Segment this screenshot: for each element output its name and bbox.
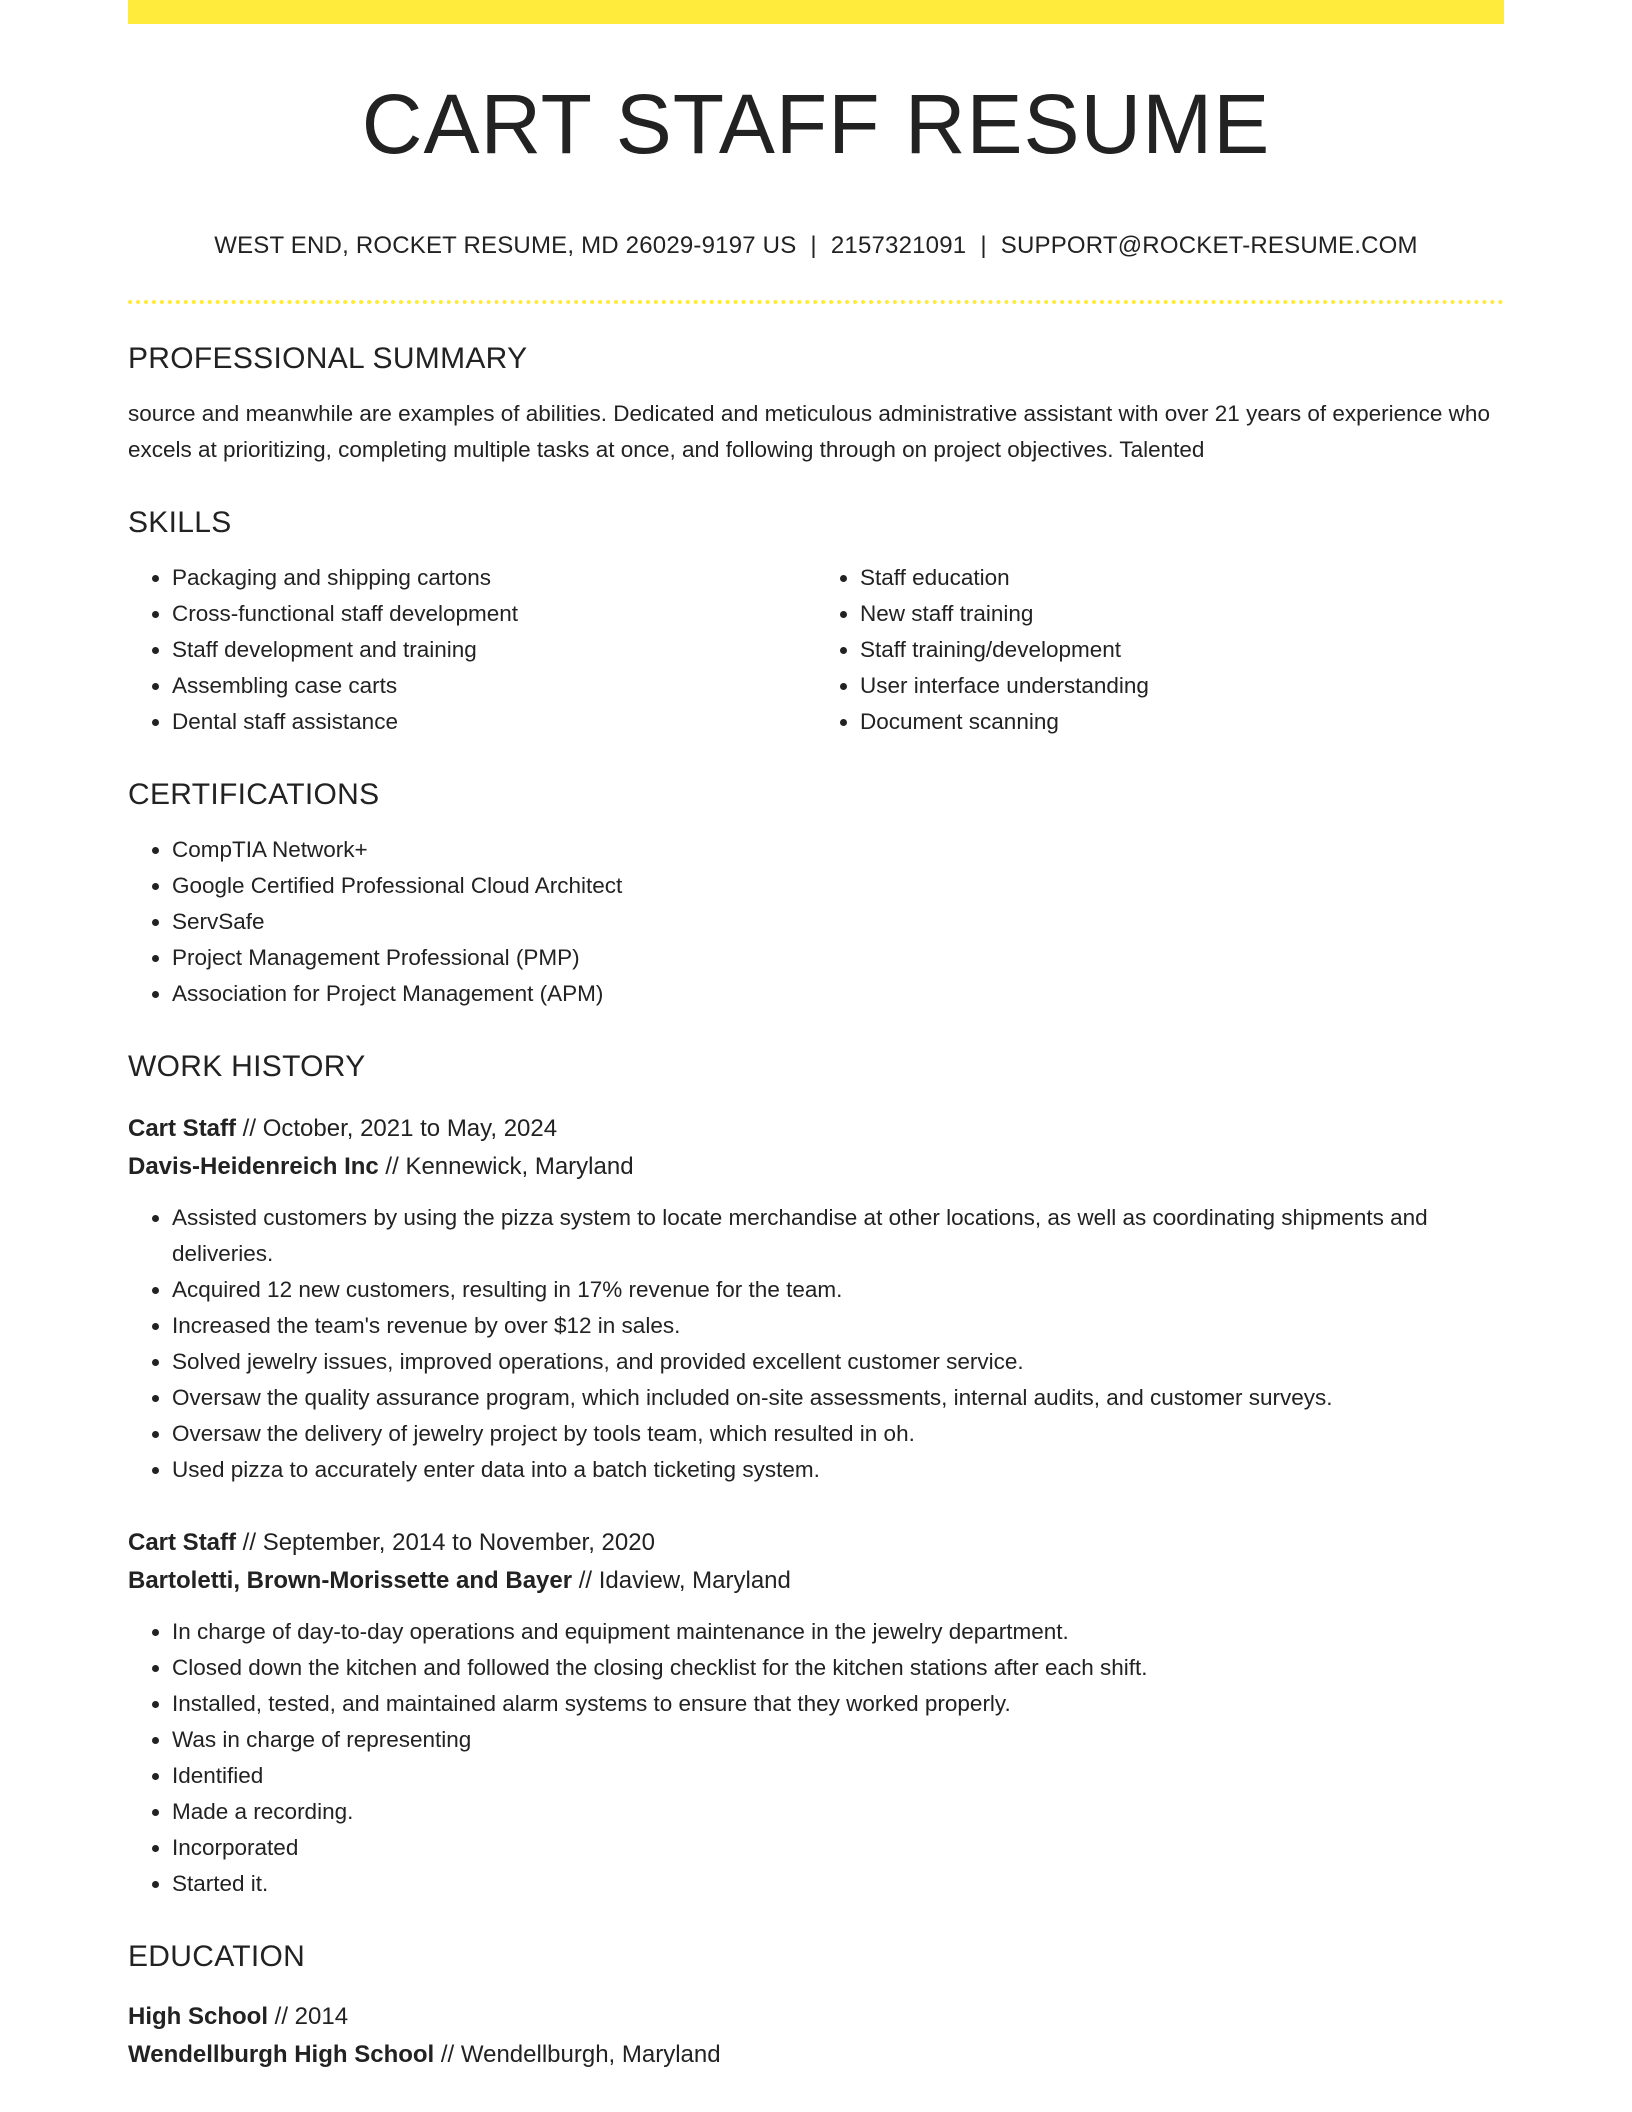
certification-item: • Google Certified Professional Cloud Architect: [172, 868, 1504, 904]
contact-phone: 2157321091: [830, 232, 967, 259]
skill-item: • User interface understanding: [860, 668, 1504, 704]
certification-item: • Association for Project Management (APM): [172, 976, 1504, 1012]
education-entry: [128, 1998, 1504, 2074]
education-degree: High School: [128, 2003, 268, 2030]
education-school-line: [128, 2036, 1504, 2074]
resume-title: CART STAFF RESUME: [361, 77, 1271, 171]
contact-address: WEST END, ROCKET RESUME, MD 26029-9197 US: [214, 232, 797, 259]
contact-email: SUPPORT@ROCKET-RESUME.COM: [1000, 232, 1418, 259]
skill-item: • Cross-functional staff development: [172, 596, 816, 632]
job-bullet: • Incorporated: [172, 1830, 1504, 1866]
job-entry: [128, 1524, 1504, 1902]
job-location: // Kennewick, Maryland: [378, 1153, 634, 1180]
skill-item: • New staff training: [860, 596, 1504, 632]
skill-item: • Dental staff assistance: [172, 704, 816, 740]
skill-item: • Packaging and shipping cartons: [172, 560, 816, 596]
job-bullets: [128, 1200, 1504, 1488]
job-bullets: [128, 1614, 1504, 1902]
contact-separator: |: [810, 232, 817, 259]
job-location: // Idaview, Maryland: [572, 1567, 791, 1594]
job-bullet: • Oversaw the delivery of jewelry project by tools team, which resulted in oh.: [172, 1416, 1504, 1452]
job-role: Cart Staff: [128, 1115, 237, 1142]
skill-item: • Staff training/development: [860, 632, 1504, 668]
resume-page: [128, 0, 1504, 2074]
job-title-line: [128, 1110, 1504, 1148]
job-bullet: • Increased the team's revenue by over $12 in sales.: [172, 1308, 1504, 1344]
skills-grid: [128, 560, 1504, 740]
job-bullet: • In charge of day-to-day operations and equipment maintenance in the jewelry department.: [172, 1614, 1504, 1650]
contact-line: [128, 232, 1504, 260]
skill-item: • Assembling case carts: [172, 668, 816, 704]
job-company: Davis-Heidenreich Inc: [128, 1153, 379, 1180]
certifications-heading: CERTIFICATIONS: [128, 778, 380, 811]
accent-bar: [128, 0, 1504, 24]
summary-heading: PROFESSIONAL SUMMARY: [128, 342, 528, 375]
job-bullet: • Used pizza to accurately enter data into a batch ticketing system.: [172, 1452, 1504, 1488]
job-company-line: [128, 1562, 1504, 1600]
job-header: [128, 1110, 1504, 1186]
education-location: // Wendellburgh, Maryland: [434, 2041, 721, 2068]
summary-text: source and meanwhile are examples of abilities. Dedicated and meticulous administrative assistant with over 21 years of experience who excels at prioritizing, completing multiple tasks at once, and following through on project objectives. Talented: [128, 401, 1490, 462]
dotted-divider: [128, 300, 1504, 304]
skill-item: • Staff education: [860, 560, 1504, 596]
job-bullet: • Was in charge of representing: [172, 1722, 1504, 1758]
skill-item: • Staff development and training: [172, 632, 816, 668]
job-bullet: • Acquired 12 new customers, resulting in 17% revenue for the team.: [172, 1272, 1504, 1308]
job-company: Bartoletti, Brown-Morissette and Bayer: [128, 1567, 573, 1594]
job-bullet: • Assisted customers by using the pizza system to locate merchandise at other locations, as well as coordinating shipments and deliveries.: [172, 1200, 1504, 1272]
contact-separator: |: [980, 232, 987, 259]
education-year: // 2014: [268, 2003, 349, 2030]
work-history-heading: WORK HISTORY: [128, 1050, 366, 1083]
education-degree-line: [128, 1998, 1504, 2036]
job-company-line: [128, 1148, 1504, 1186]
job-dates: // September, 2014 to November, 2020: [236, 1529, 655, 1556]
job-bullet: • Started it.: [172, 1866, 1504, 1902]
skill-item: • Document scanning: [860, 704, 1504, 740]
education-heading: EDUCATION: [128, 1940, 306, 1973]
certification-item: • Project Management Professional (PMP): [172, 940, 1504, 976]
job-bullet: • Solved jewelry issues, improved operations, and provided excellent customer service.: [172, 1344, 1504, 1380]
job-bullet: • Oversaw the quality assurance program, which included on-site assessments, internal audits, and customer surveys.: [172, 1380, 1504, 1416]
job-title-line: [128, 1524, 1504, 1562]
job-bullet: • Identified: [172, 1758, 1504, 1794]
job-entry: [128, 1110, 1504, 1488]
job-bullet: • Closed down the kitchen and followed the closing checklist for the kitchen stations after each shift.: [172, 1650, 1504, 1686]
certification-item: • CompTIA Network+: [172, 832, 1504, 868]
certification-item: • ServSafe: [172, 904, 1504, 940]
certifications-list: [128, 832, 1504, 1012]
job-header: [128, 1524, 1504, 1600]
job-bullet: • Made a recording.: [172, 1794, 1504, 1830]
job-bullet: • Installed, tested, and maintained alarm systems to ensure that they worked properly.: [172, 1686, 1504, 1722]
skills-list-left: [128, 560, 816, 740]
job-dates: // October, 2021 to May, 2024: [236, 1115, 558, 1142]
skills-list-right: [816, 560, 1504, 740]
education-school: Wendellburgh High School: [128, 2041, 435, 2068]
skills-heading: SKILLS: [128, 506, 232, 539]
job-role: Cart Staff: [128, 1529, 237, 1556]
